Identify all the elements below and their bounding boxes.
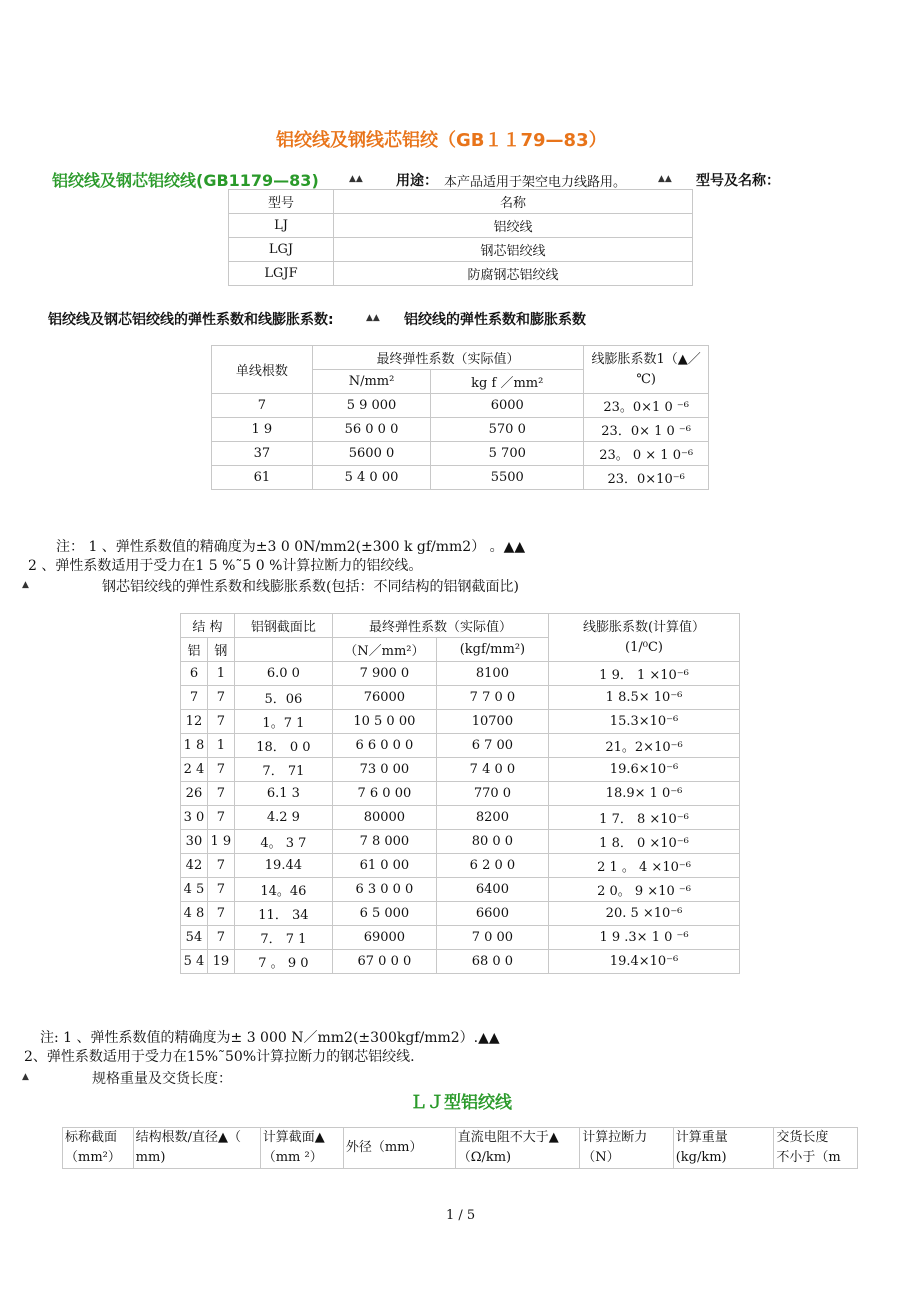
table-cell: 7 — [207, 758, 234, 782]
note-line: 注: 1 、弹性系数值的精确度为± 3 000 N／mm2(±300kgf/mm2）.▲▲ — [40, 1030, 500, 1046]
table-cell: 5 4 0 00 — [312, 466, 430, 490]
header-cell: 结 构 — [181, 614, 235, 638]
expansion-unit: (1/⁰C) — [625, 639, 663, 655]
header-line-1: 外径（mm） — [345, 1140, 423, 1155]
header-cell — [455, 1128, 580, 1169]
table-cell: 80 0 0 — [436, 830, 548, 854]
table-cell: 42 — [181, 854, 208, 878]
header-line-2: 不小于（m — [776, 1150, 841, 1165]
table-cell: 2 4 — [181, 758, 208, 782]
table-cell: 1 — [207, 734, 234, 758]
table-cell: 铝绞线 — [334, 214, 693, 238]
table-cell: 7． 7 1 — [234, 926, 332, 950]
table-cell: 7 — [212, 394, 313, 418]
header-line-2: mm) — [135, 1150, 166, 1165]
table-cell: 6600 — [436, 902, 548, 926]
header-line-1: 直流电阻不大于▲ — [457, 1130, 559, 1145]
table-cell: 1 8.5× 10⁻⁶ — [549, 686, 740, 710]
header-cell: 名称 — [334, 190, 693, 214]
table-row — [181, 926, 740, 950]
subheading-product: 铝绞线及钢芯铝绞线(GB1179—83) — [52, 171, 319, 190]
table-cell: 30 — [181, 830, 208, 854]
lj-title: ＬＪ型铝绞线 — [410, 1093, 512, 1113]
table-cell: 7 6 0 00 — [332, 782, 436, 806]
table-cell: 钢芯铝绞线 — [334, 238, 693, 262]
table-cell: 4.2 9 — [234, 806, 332, 830]
table-row — [212, 418, 709, 442]
section3-heading: 规格重量及交货长度： — [92, 1071, 232, 1087]
note-line: 2、弹性系数适用于受力在15%˜50%计算拉断力的钢芯铝绞线. — [24, 1049, 415, 1065]
table-cell: 6.1 3 — [234, 782, 332, 806]
header-line-1: 计算截面▲ — [262, 1130, 325, 1145]
table-cell: 4。 3 7 — [234, 830, 332, 854]
table-row — [212, 346, 709, 370]
note-line: 2 、弹性系数适用于受力在1 5 %˜5 0 %计算拉断力的铝绞线。 — [28, 558, 423, 574]
table-row — [181, 662, 740, 686]
table-cell: 15.3×10⁻⁶ — [549, 710, 740, 734]
table-cell: 7 — [207, 902, 234, 926]
header-cell — [234, 638, 332, 662]
usage-mark: ▲▲ — [658, 174, 672, 184]
table-cell: 19.44 — [234, 854, 332, 878]
table-cell: 7 — [207, 782, 234, 806]
section2-mark: ▲ — [22, 580, 29, 590]
header-cell: 钢 — [207, 638, 234, 662]
table-row — [181, 878, 740, 902]
expansion-label: 线膨胀系数(计算值） — [582, 619, 706, 635]
document-title: 铝绞线及钢线芯铝绞（GB１１79—83） — [276, 130, 607, 151]
table-cell: 570 0 — [431, 418, 584, 442]
table-cell: 5．06 — [234, 686, 332, 710]
header-line-1: 标称截面 — [65, 1130, 118, 1145]
header-cell: （N／mm²） — [332, 638, 436, 662]
table-cell: 7 7 0 0 — [436, 686, 548, 710]
header-cell — [673, 1128, 774, 1169]
table-cell: 5600 0 — [312, 442, 430, 466]
elastic-table — [211, 345, 709, 490]
table-cell: 7 — [207, 926, 234, 950]
table-cell: 1 8 — [181, 734, 208, 758]
table-cell: 6 2 0 0 — [436, 854, 548, 878]
header-cell: 最终弹性系数（实际值） — [312, 346, 584, 370]
table-row — [181, 782, 740, 806]
header-line-1: 计算拉断力 — [582, 1130, 648, 1145]
table-cell: 12 — [181, 710, 208, 734]
table-cell: 6 6 0 0 0 — [332, 734, 436, 758]
table-cell: 7 4 0 0 — [436, 758, 548, 782]
table-cell: 6 — [181, 662, 208, 686]
header-line-2: （Ω/km) — [457, 1150, 512, 1165]
table-cell: LGJF — [229, 262, 334, 286]
table-cell: 1 8． 0 ×10⁻⁶ — [549, 830, 740, 854]
header-line-1: 结构根数/直径▲（ — [135, 1130, 242, 1145]
table-row — [181, 686, 740, 710]
table-row — [229, 214, 693, 238]
table-row — [181, 950, 740, 974]
table-cell: 7 — [207, 806, 234, 830]
table-cell: 7 900 0 — [332, 662, 436, 686]
table-cell: 4 5 — [181, 878, 208, 902]
table-row — [181, 830, 740, 854]
table-cell: 7 0 00 — [436, 926, 548, 950]
header-cell — [584, 346, 709, 394]
header-cell: (kgf/mm²) — [436, 638, 548, 662]
table-row — [181, 854, 740, 878]
table-cell: 7 — [181, 686, 208, 710]
header-line-2: （mm²） — [65, 1150, 121, 1165]
table-cell: 1 — [207, 662, 234, 686]
header-cell — [549, 614, 740, 662]
table-cell: 19.6×10⁻⁶ — [549, 758, 740, 782]
table-cell: 54 — [181, 926, 208, 950]
section1-heading: 铝绞线及钢芯铝绞线的弹性系数和线膨胀系数: — [48, 312, 334, 328]
table-cell: 770 0 — [436, 782, 548, 806]
header-cell — [580, 1128, 673, 1169]
section3-mark: ▲ — [22, 1072, 29, 1082]
table-cell: 2 1 。 4 ×10⁻⁶ — [549, 854, 740, 878]
steel-table — [180, 613, 740, 974]
table-cell: 20. 5 ×10⁻⁶ — [549, 902, 740, 926]
table-cell: 61 0 00 — [332, 854, 436, 878]
header-line-2: (kg/km) — [675, 1150, 727, 1165]
header-line-2: （N） — [582, 1150, 620, 1165]
table-row — [63, 1128, 858, 1169]
table-cell: LGJ — [229, 238, 334, 262]
header-cell — [774, 1128, 858, 1169]
table-cell: 23．0× 1 0 ⁻⁶ — [584, 418, 709, 442]
table-cell: 7 8 000 — [332, 830, 436, 854]
table-cell: 37 — [212, 442, 313, 466]
header-cell — [343, 1128, 455, 1169]
table-cell: 69000 — [332, 926, 436, 950]
table-cell: 11． 34 — [234, 902, 332, 926]
table-cell: 1。7 1 — [234, 710, 332, 734]
table-cell: 7 — [207, 854, 234, 878]
table-cell: 68 0 0 — [436, 950, 548, 974]
table-cell: 5 4 — [181, 950, 208, 974]
lj-table — [62, 1127, 858, 1169]
table-cell: 5 9 000 — [312, 394, 430, 418]
table-cell: 1 7． 8 ×10⁻⁶ — [549, 806, 740, 830]
table-cell: 6000 — [431, 394, 584, 418]
header-cell: 最终弹性系数（实际值） — [332, 614, 548, 638]
table-cell: 10 5 0 00 — [332, 710, 436, 734]
table-cell: 8100 — [436, 662, 548, 686]
table-cell: 6 5 000 — [332, 902, 436, 926]
table-cell: 7 。 9 0 — [234, 950, 332, 974]
table-cell: 23。 0 × 1 0⁻⁶ — [584, 442, 709, 466]
table-cell: 18． 0 0 — [234, 734, 332, 758]
table-cell: 18.9× 1 0⁻⁶ — [549, 782, 740, 806]
header-cell — [63, 1128, 134, 1169]
header-cell: kg f ／mm² — [431, 370, 584, 394]
table-cell: 6400 — [436, 878, 548, 902]
table-cell: 23．0×10⁻⁶ — [584, 466, 709, 490]
table-cell: 1 9 — [212, 418, 313, 442]
table-cell: 5500 — [431, 466, 584, 490]
table-cell: 4 8 — [181, 902, 208, 926]
page-number: 1 / 5 — [446, 1208, 476, 1223]
section2-heading: 钢芯铝绞线的弹性系数和线膨胀系数(包括：不同结构的铝钢截面比) — [102, 579, 519, 595]
steel-table-body — [181, 662, 740, 974]
subheading-mark: ▲▲ — [349, 174, 363, 184]
table-cell: 7 — [207, 878, 234, 902]
header-cell — [133, 1128, 260, 1169]
table-cell: 2 0。 9 ×10 ⁻⁶ — [549, 878, 740, 902]
table-cell: 23。0×1 0 ⁻⁶ — [584, 394, 709, 418]
note-line: 注： 1 、弹性系数值的精确度为±3 0 0N/mm2(±300 k gf/mm2） 。▲▲ — [56, 539, 526, 555]
table-cell: 1 9 — [207, 830, 234, 854]
table-cell: 10700 — [436, 710, 548, 734]
table-cell: 6.0 0 — [234, 662, 332, 686]
header-line-1: 交货长度 — [776, 1130, 829, 1145]
table-row — [181, 614, 740, 638]
header-line-1: 计算重量 — [675, 1130, 728, 1145]
table-cell: 1 9． 1 ×10⁻⁶ — [549, 662, 740, 686]
table-cell: 6 3 0 0 0 — [332, 878, 436, 902]
expansion-label: 线膨胀系数1（▲／ — [591, 351, 701, 367]
usage-label: 用途： — [396, 173, 438, 189]
model-label: 型号及名称： — [696, 173, 780, 189]
expansion-unit: ℃) — [636, 371, 656, 387]
model-table — [228, 189, 693, 286]
table-row — [212, 394, 709, 418]
table-cell: 56 0 0 0 — [312, 418, 430, 442]
table-cell: 19.4×10⁻⁶ — [549, 950, 740, 974]
table-row — [181, 758, 740, 782]
table-row — [181, 734, 740, 758]
table-cell: 76000 — [332, 686, 436, 710]
table-cell: 防腐钢芯铝绞线 — [334, 262, 693, 286]
table-cell: 14。46 — [234, 878, 332, 902]
table-cell: 26 — [181, 782, 208, 806]
table-cell: 80000 — [332, 806, 436, 830]
table-cell: 8200 — [436, 806, 548, 830]
header-cell: N/mm² — [312, 370, 430, 394]
table-cell: 73 0 00 — [332, 758, 436, 782]
header-cell: 型号 — [229, 190, 334, 214]
section1-mark: ▲▲ — [366, 313, 380, 323]
table-row — [212, 442, 709, 466]
usage-text: 本产品适用于架空电力线路用。 — [444, 175, 627, 190]
table-row — [229, 262, 693, 286]
table-row — [229, 190, 693, 214]
header-cell — [260, 1128, 343, 1169]
table-row — [181, 902, 740, 926]
table-row — [181, 710, 740, 734]
table-cell: 67 0 0 0 — [332, 950, 436, 974]
table-row — [229, 238, 693, 262]
table-cell: LJ — [229, 214, 334, 238]
table-cell: 7 — [207, 710, 234, 734]
table-cell: 7． 71 — [234, 758, 332, 782]
table-cell: 3 0 — [181, 806, 208, 830]
header-cell: 铝 — [181, 638, 208, 662]
table-cell: 61 — [212, 466, 313, 490]
table-row — [212, 466, 709, 490]
header-line-2: （mm ²） — [262, 1150, 323, 1165]
table-cell: 21。2×10⁻⁶ — [549, 734, 740, 758]
table-cell: 5 700 — [431, 442, 584, 466]
header-cell: 单线根数 — [212, 346, 313, 394]
section1-subheading: 铝绞线的弹性系数和膨胀系数 — [404, 312, 586, 328]
header-cell: 铝钢截面比 — [234, 614, 332, 638]
table-cell: 6 7 00 — [436, 734, 548, 758]
table-cell: 19 — [207, 950, 234, 974]
table-cell: 7 — [207, 686, 234, 710]
table-row — [181, 806, 740, 830]
table-cell: 1 9 .3× 1 0 ⁻⁶ — [549, 926, 740, 950]
